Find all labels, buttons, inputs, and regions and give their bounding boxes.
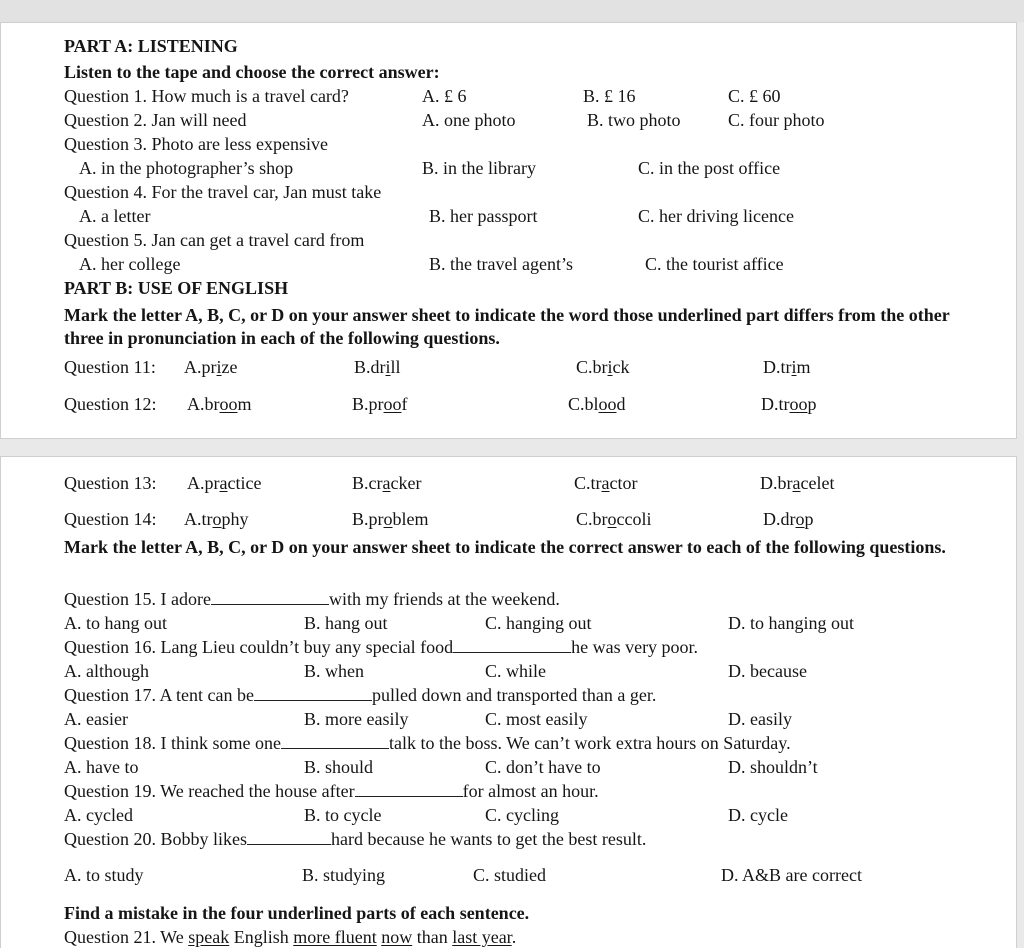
top-bar [0, 0, 1024, 22]
answer-option: B. to cycle [304, 805, 382, 825]
pronunciation-option: A.prize [184, 357, 238, 377]
question-stem: Question 4. For the travel car, Jan must take [64, 182, 382, 202]
pronunciation-option: B.drill [354, 357, 401, 377]
pronunciation-option: C.brick [576, 357, 630, 377]
part-a-instruction: Listen to the tape and choose the correct answer: [64, 62, 440, 82]
answer-option: A. her college [79, 254, 181, 274]
answer-option: A. a letter [79, 206, 151, 226]
pronunciation-option: D.drop [763, 509, 814, 529]
answer-option: A. to hang out [64, 613, 167, 633]
answer-option: A. easier [64, 709, 128, 729]
answer-instruction: Mark the letter A, B, C, or D on your answer sheet to indicate the correct answer to each of the following questions. [64, 537, 946, 557]
answer-option: A. £ 6 [422, 86, 467, 106]
pronunciation-option: C.tractor [574, 473, 638, 493]
worksheet-page-1 [0, 22, 1017, 439]
question-stem: Question 16. Lang Lieu couldn’t buy any special food he was very poor. [64, 637, 699, 657]
question-stem: Question 12: [64, 394, 157, 414]
answer-option: C. hanging out [485, 613, 592, 633]
answer-blank [211, 589, 329, 605]
answer-option: A. one photo [422, 110, 516, 130]
answer-option: B. £ 16 [583, 86, 636, 106]
answer-option: B. in the library [422, 158, 536, 178]
question-stem: Question 3. Photo are less expensive [64, 134, 328, 154]
pronunciation-option: D.trim [763, 357, 811, 377]
answer-option: A. cycled [64, 805, 133, 825]
question-stem: Question 17. A tent can be pulled down and transported than a ger. [64, 685, 657, 705]
pronunciation-option: B.problem [352, 509, 429, 529]
answer-option: A. although [64, 661, 149, 681]
answer-option: C. cycling [485, 805, 559, 825]
question-stem: Question 13: [64, 473, 157, 493]
underlined-part: now [381, 927, 413, 947]
answer-option: C. most easily [485, 709, 588, 729]
question-stem: Question 15. I adore with my friends at the weekend. [64, 589, 560, 609]
pronunciation-option: D.bracelet [760, 473, 835, 493]
answer-option: B. more easily [304, 709, 409, 729]
answer-option: C. while [485, 661, 546, 681]
answer-option: C. her driving licence [638, 206, 794, 226]
answer-option: B. her passport [429, 206, 538, 226]
question-stem: Question 2. Jan will need [64, 110, 247, 130]
pronunciation-instruction: Mark the letter A, B, C, or D on your answer sheet to indicate the word those underlined part differs from the other three in pronunciation in each of the following questions. [64, 305, 950, 348]
question-stem: Question 1. How much is a travel card? [64, 86, 349, 106]
answer-blank [281, 733, 389, 749]
mistake-instruction: Find a mistake in the four underlined parts of each sentence. [64, 903, 530, 923]
question-stem: Question 5. Jan can get a travel card from [64, 230, 365, 250]
answer-option: B. when [304, 661, 364, 681]
answer-option: A. have to [64, 757, 139, 777]
answer-option: C. don’t have to [485, 757, 601, 777]
question-stem: Question 20. Bobby likes hard because he wants to get the best result. [64, 829, 647, 849]
answer-option: C. the tourist affice [645, 254, 784, 274]
part-b-heading: PART B: USE OF ENGLISH [64, 278, 289, 298]
pronunciation-option: D.troop [761, 394, 817, 414]
answer-option: C. £ 60 [728, 86, 781, 106]
answer-option: D. cycle [728, 805, 788, 825]
answer-option: C. studied [473, 865, 547, 885]
answer-option: C. four photo [728, 110, 825, 130]
underlined-part: last year [452, 927, 512, 947]
answer-option: D. because [728, 661, 807, 681]
pronunciation-option: A.broom [187, 394, 252, 414]
pronunciation-option: C.broccoli [576, 509, 652, 529]
pronunciation-option: C.blood [568, 394, 626, 414]
pronunciation-option: B.cracker [352, 473, 422, 493]
answer-option: B. the travel agent’s [429, 254, 573, 274]
answer-option: B. should [304, 757, 374, 777]
pronunciation-option: A.practice [187, 473, 262, 493]
pronunciation-option: A.trophy [184, 509, 249, 529]
answer-option: D. to hanging out [728, 613, 854, 633]
answer-option: A. to study [64, 865, 144, 885]
answer-option: C. in the post office [638, 158, 781, 178]
question-stem: Question 18. I think some one talk to the boss. We can’t work extra hours on Saturday. [64, 733, 791, 753]
question-stem: Question 11: [64, 357, 156, 377]
answer-blank [247, 829, 331, 845]
question-stem: Question 19. We reached the house after for almost an hour. [64, 781, 599, 801]
answer-option: B. studying [302, 865, 386, 885]
answer-blank [254, 685, 372, 701]
answer-option: A. in the photographer’s shop [79, 158, 294, 178]
underlined-part: more fluent [293, 927, 377, 947]
answer-option: B. hang out [304, 613, 388, 633]
worksheet-page-2 [0, 456, 1017, 948]
answer-blank [453, 637, 571, 653]
answer-option: B. two photo [587, 110, 681, 130]
answer-option: D. easily [728, 709, 792, 729]
answer-blank [355, 781, 463, 797]
answer-option: D. A&B are correct [721, 865, 862, 885]
underlined-part: speak [188, 927, 230, 947]
pronunciation-option: B.proof [352, 394, 408, 414]
question-stem: Question 14: [64, 509, 157, 529]
question-stem: Question 21. We speak English more fluent now than last year. [64, 927, 517, 947]
part-a-heading: PART A: LISTENING [64, 36, 238, 56]
answer-option: D. shouldn’t [728, 757, 818, 777]
